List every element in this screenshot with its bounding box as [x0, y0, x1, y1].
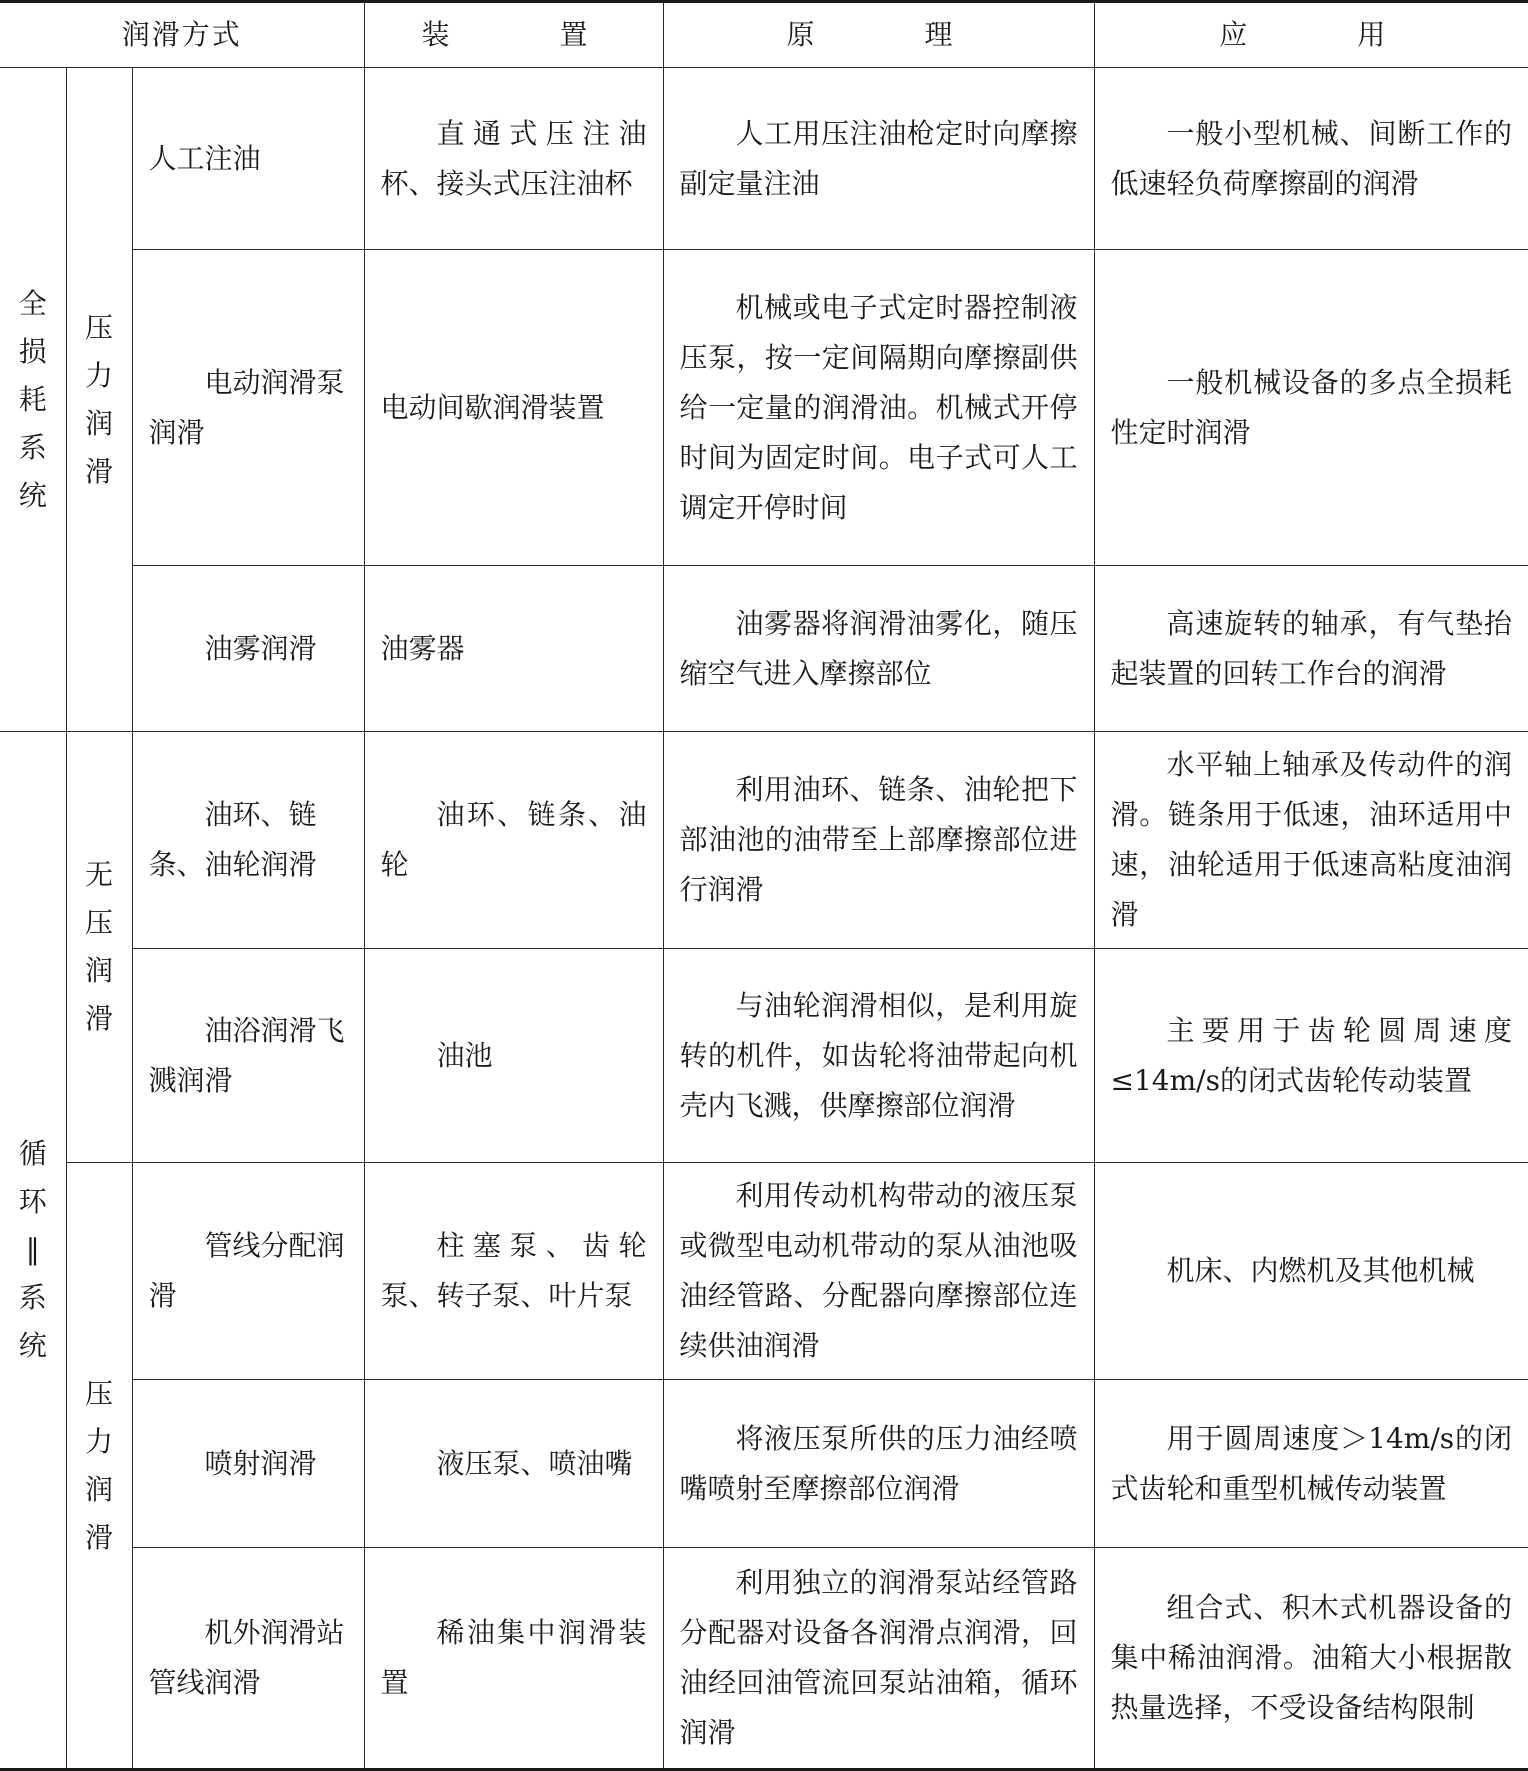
- device-cell: 稀油集中润滑装置: [364, 1548, 663, 1770]
- subgroup-no-pressure: 无压润滑: [66, 732, 132, 1163]
- method-cell: 喷射润滑: [132, 1380, 364, 1548]
- application-cell: 主要用于齿轮圆周速度≤14m/s的闭式齿轮传动装置: [1094, 949, 1528, 1163]
- device-cell: 油环、链条、油轮: [364, 732, 663, 949]
- subgroup-pressure: 压力润滑: [66, 68, 132, 732]
- header-row: [0, 2, 1528, 68]
- header-application: 应 用: [1094, 2, 1528, 68]
- method-cell: 机外润滑站管线润滑: [132, 1548, 364, 1770]
- application-cell: 一般小型机械、间断工作的低速轻负荷摩擦副的润滑: [1094, 68, 1528, 250]
- principle-cell: 利用油环、链条、油轮把下部油池的油带至上部摩擦部位进行润滑: [663, 732, 1094, 949]
- application-cell: 用于圆周速度＞14m/s的闭式齿轮和重型机械传动装置: [1094, 1380, 1528, 1548]
- application-cell: 一般机械设备的多点全损耗性定时润滑: [1094, 250, 1528, 566]
- application-cell: 高速旋转的轴承，有气垫抬起装置的回转工作台的润滑: [1094, 566, 1528, 732]
- device-cell: 油池: [364, 949, 663, 1163]
- principle-cell: 将液压泵所供的压力油经喷嘴喷射至摩擦部位润滑: [663, 1380, 1094, 1548]
- application-cell: 机床、内燃机及其他机械: [1094, 1163, 1528, 1380]
- device-cell: 电动间歇润滑装置: [364, 250, 663, 566]
- table-row: [0, 1548, 1528, 1770]
- table-row: [0, 1163, 1528, 1380]
- subgroup-pressure: 压力润滑: [66, 1163, 132, 1770]
- principle-cell: 与油轮润滑相似，是利用旋转的机件，如齿轮将油带起向机壳内飞溅，供摩擦部位润滑: [663, 949, 1094, 1163]
- table-row: [0, 68, 1528, 250]
- header-method: 润滑方式: [0, 2, 364, 68]
- application-cell: 组合式、积木式机器设备的集中稀油润滑。油箱大小根据散热量选择，不受设备结构限制: [1094, 1548, 1528, 1770]
- table-row: [0, 250, 1528, 566]
- method-cell: 油环、链条、油轮润滑: [132, 732, 364, 949]
- principle-cell: 机械或电子式定时器控制液压泵，按一定间隔期向摩擦副供给一定量的润滑油。机械式开停时间为固定时间。电子式可人工调定开停时间: [663, 250, 1094, 566]
- table-row: [0, 1380, 1528, 1548]
- table-row: [0, 566, 1528, 732]
- application-cell: 水平轴上轴承及传动件的润滑。链条用于低速，油环适用中速，油轮适用于低速高粘度油润滑: [1094, 732, 1528, 949]
- method-cell: 人工注油: [132, 68, 364, 250]
- method-cell: 油雾润滑: [132, 566, 364, 732]
- principle-cell: 利用独立的润滑泵站经管路分配器对设备各润滑点润滑，回油经回油管流回泵站油箱，循环润滑: [663, 1548, 1094, 1770]
- device-cell: 直通式压注油杯、接头式压注油杯: [364, 68, 663, 250]
- principle-cell: 人工用压注油枪定时向摩擦副定量注油: [663, 68, 1094, 250]
- method-cell: 管线分配润滑: [132, 1163, 364, 1380]
- principle-cell: 利用传动机构带动的液压泵或微型电动机带动的泵从油池吸油经管路、分配器向摩擦部位连续供油润滑: [663, 1163, 1094, 1380]
- device-cell: 液压泵、喷油嘴: [364, 1380, 663, 1548]
- header-principle: 原 理: [663, 2, 1094, 68]
- device-cell: 油雾器: [364, 566, 663, 732]
- group-total-loss: 全损耗系统: [0, 68, 66, 732]
- header-device: 装 置: [364, 2, 663, 68]
- principle-cell: 油雾器将润滑油雾化，随压缩空气进入摩擦部位: [663, 566, 1094, 732]
- table-row: [0, 732, 1528, 949]
- device-cell: 柱塞泵、齿轮泵、转子泵、叶片泵: [364, 1163, 663, 1380]
- group-circulating: 循环‖系统: [0, 732, 66, 1770]
- method-cell: 油浴润滑飞溅润滑: [132, 949, 364, 1163]
- method-cell: 电动润滑泵润滑: [132, 250, 364, 566]
- table-row: [0, 949, 1528, 1163]
